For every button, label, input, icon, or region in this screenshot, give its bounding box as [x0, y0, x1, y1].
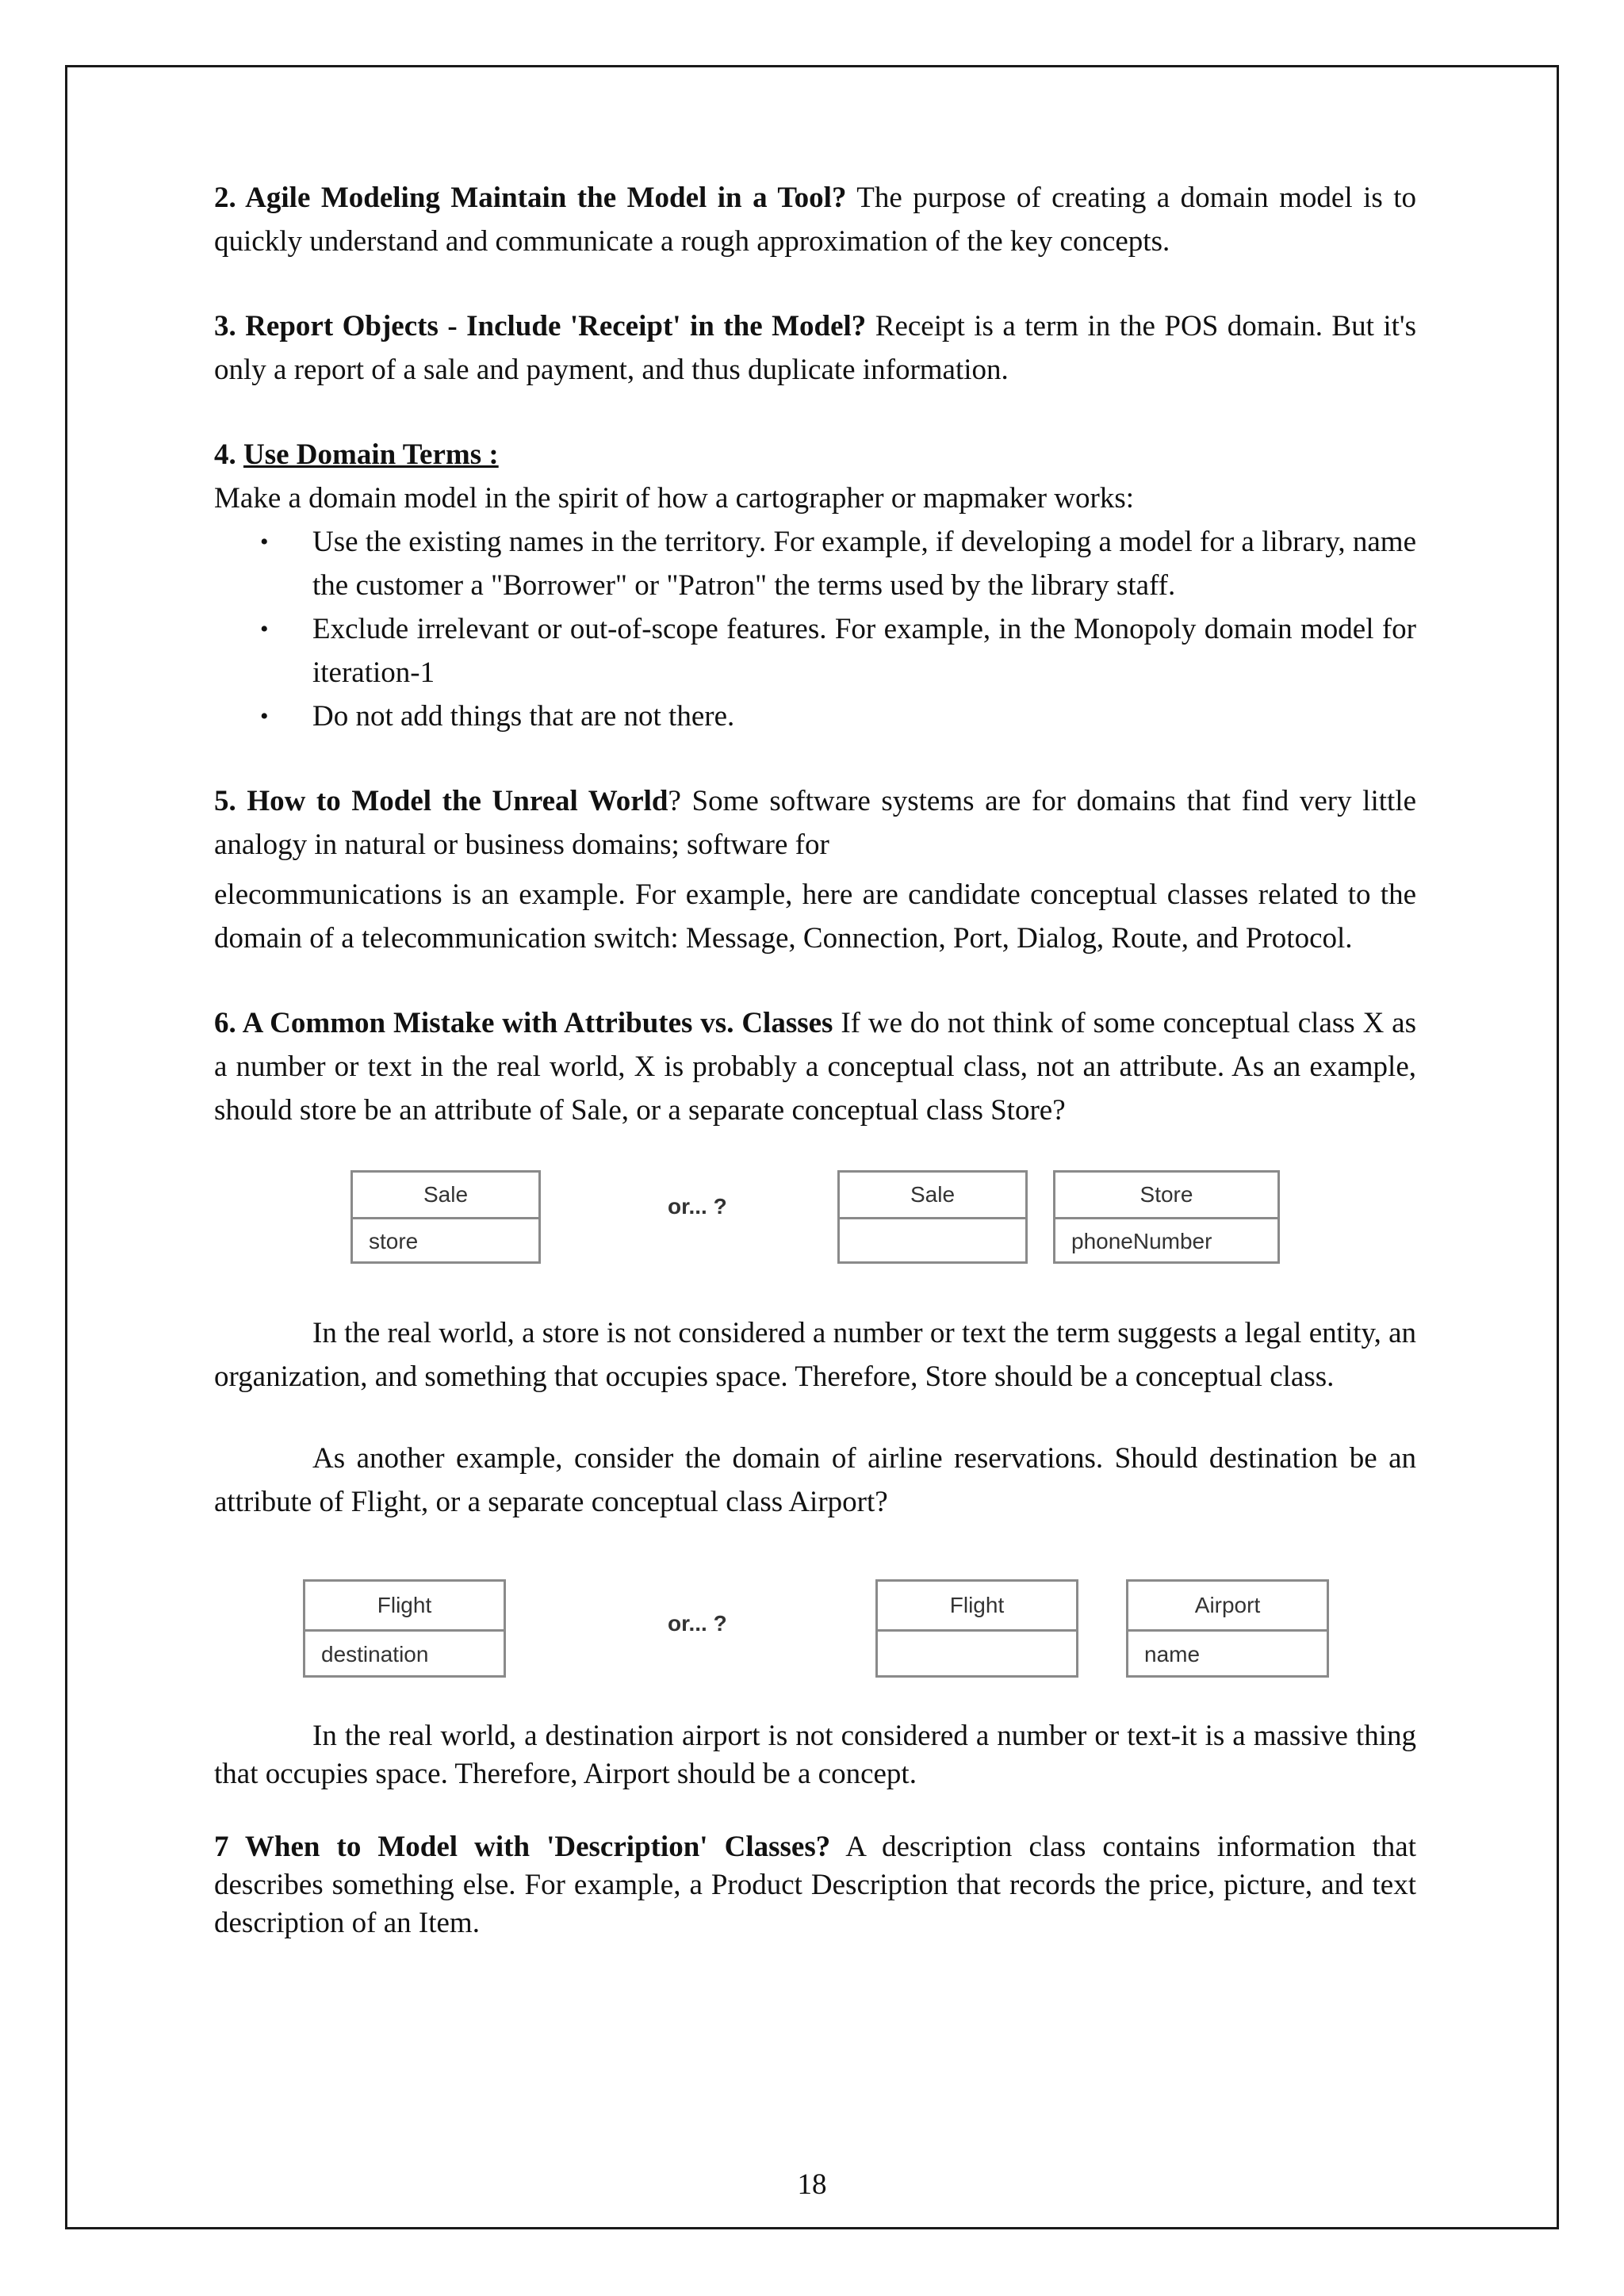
uml-diagram-sale-store: [214, 1170, 1416, 1265]
uml-class-store: [1053, 1170, 1280, 1264]
uml-class-sale: [837, 1170, 1028, 1264]
section-5-para-2: elecommunications is an example. For example, here are candidate conceptual classes related to the domain of a telecommunication switch: Message, Connection, Port, Dialog, Route, and Protocol.: [214, 878, 1416, 955]
or-label: or... ?: [668, 1611, 727, 1636]
section-4-bullet-list: [214, 520, 1416, 738]
section-6-para-airport: In the real world, a destination airport is not considered a number or text-it is a massive thing that occupies space. Therefore, Airport should be a concept.: [214, 1720, 1416, 1790]
uml-class-name: Sale: [353, 1173, 538, 1219]
uml-diagram-flight-airport: [214, 1579, 1416, 1678]
section-6-text: If we do not think of some conceptual class X as a number or text in the real world, X is probably a conceptual class, not an attribute. As an example, should store be an attribute of Sale, or a separate conceptual class Store?: [214, 1007, 1416, 1127]
section-7-text: A description class contains information that describes something else. For example, a Product Description that records the price, picture, and text description of an Item.: [214, 1831, 1416, 1939]
uml-attribute: phoneNumber: [1071, 1229, 1212, 1253]
list-item: • Do not add things that are not there.: [312, 695, 1416, 738]
list-item: • Exclude irrelevant or out-of-scope features. For example, in the Monopoly domain model for iteration-1: [312, 607, 1416, 695]
list-item: • Use the existing names in the territory. For example, if developing a model for a library, name the customer a "Borrower" or "Patron" the terms used by the library staff.: [312, 520, 1416, 607]
section-3-text: Receipt is a term in the POS domain. But it's only a report of a sale and payment, and thus duplicate information.: [214, 310, 1416, 386]
section-3: [214, 304, 1416, 392]
uml-class-name: Flight: [878, 1582, 1076, 1632]
section-6-para-store: In the real world, a store is not considered a number or text the term suggests a legal entity, an organization, and something that occupies space. Therefore, Store should be a conceptual class.: [214, 1317, 1416, 1393]
uml-attribute: destination: [321, 1642, 429, 1667]
page-number: 18: [797, 2168, 827, 2201]
uml-class-flight: [303, 1579, 506, 1678]
uml-attribute: store: [369, 1229, 419, 1253]
section-2: [214, 176, 1416, 263]
section-3-heading: 3. Report Objects - Include 'Receipt' in the Model?: [214, 310, 867, 342]
section-2-heading: 2. Agile Modeling Maintain the Model in a Tool?: [214, 182, 847, 214]
section-2-text: The purpose of creating a domain model is to quickly understand and communicate a rough approximation of the key concepts.: [214, 182, 1417, 258]
section-4-intro: Make a domain model in the spirit of how a cartographer or mapmaker works:: [214, 482, 1135, 515]
uml-class-name: Flight: [305, 1582, 504, 1632]
section-6-heading: 6. A Common Mistake with Attributes vs. Classes: [214, 1007, 833, 1039]
section-4-title: Use Domain Terms :: [243, 438, 499, 471]
uml-attribute: name: [1144, 1642, 1201, 1667]
section-6-para-airline: As another example, consider the domain of airline reservations. Should destination be an attribute of Flight, or a separate conceptual class Airport?: [214, 1442, 1416, 1518]
section-7: [214, 1828, 1416, 1942]
uml-class-name: Store: [1055, 1173, 1277, 1219]
section-4-number: 4.: [214, 438, 243, 471]
section-6-intro: [214, 1001, 1416, 1132]
section-7-heading: 7 When to Model with 'Description' Classes?: [214, 1831, 831, 1863]
uml-class-sale: [350, 1170, 541, 1264]
section-5-para-1: [214, 779, 1416, 867]
or-label: or... ?: [668, 1194, 727, 1219]
section-5: [214, 779, 1416, 960]
section-5-heading: 5. How to Model the Unreal World: [214, 785, 668, 817]
uml-class-name: Sale: [840, 1173, 1025, 1219]
uml-class-name: Airport: [1128, 1582, 1327, 1632]
section-6: [214, 1001, 1416, 1793]
uml-class-airport: [1126, 1579, 1329, 1678]
section-4-heading: [214, 433, 1416, 476]
page-content: [214, 176, 1416, 1942]
section-4: [214, 433, 1416, 738]
uml-class-flight: [875, 1579, 1078, 1678]
section-5-text: ? Some software systems are for domains that find very little analogy in natural or business domains; software for: [214, 785, 1417, 861]
